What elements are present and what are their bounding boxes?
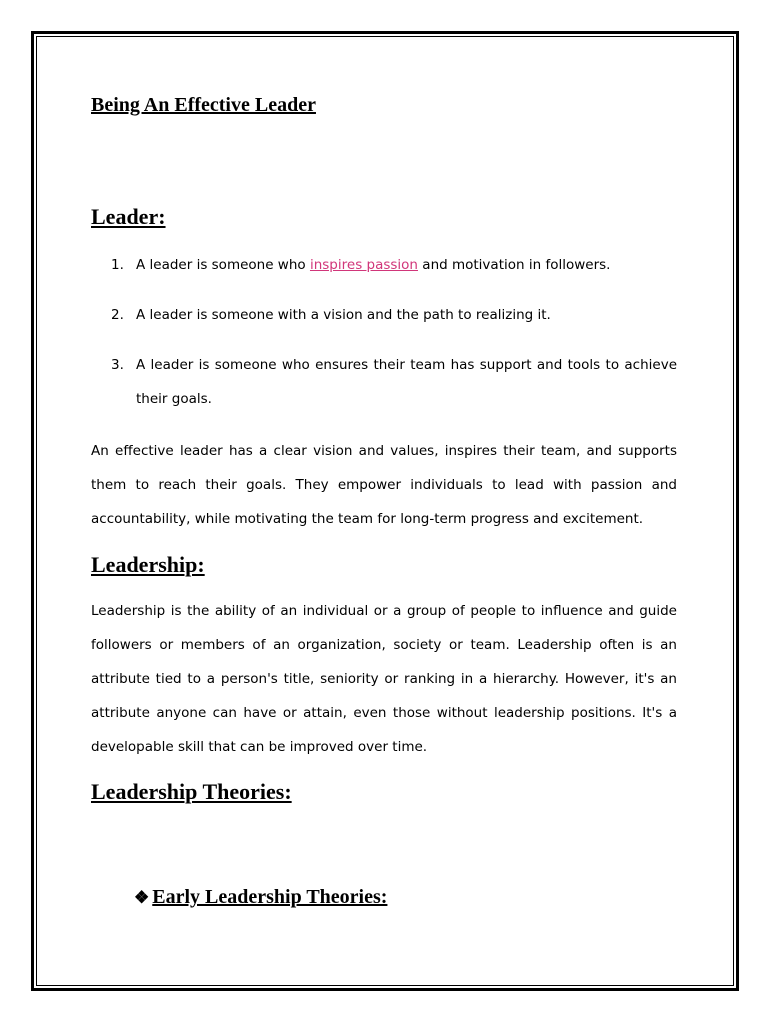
list-number: 3. <box>111 357 124 373</box>
list-item-text: and motivation in followers. <box>418 257 611 273</box>
inspires-passion-link[interactable]: inspires passion <box>309 257 418 273</box>
early-leadership-theories-heading <box>134 886 387 909</box>
list-number: 2. <box>111 307 124 323</box>
leadership-paragraph: Leadership is the ability of an individual or a group of people to influence and guide followers or members of an organization, society or team. Leadership often is an attribute tied to a person's title, seniority or ranking in a hierarchy. However, it's an attribute anyone can have or attain, even those without leadership positions. It's a developable skill that can be improved over time. <box>91 603 677 755</box>
leadership-theories-heading: Leadership Theories: <box>91 779 292 804</box>
leader-paragraph: An effective leader has a clear vision and values, inspires their team, and supports them to reach their goals. They empower individuals to lead with passion and accountability, while motivating the team for long-term progress and excitement. <box>91 443 677 527</box>
list-number: 1. <box>111 257 124 273</box>
subheading-text: Early Leadership Theories: <box>152 886 388 908</box>
leadership-heading: Leadership: <box>91 552 205 577</box>
list-item-text: A leader is someone who <box>136 257 310 273</box>
diamond-bullet-icon: ❖ <box>134 888 150 907</box>
list-item <box>91 248 677 282</box>
list-item-text: A leader is someone who ensures their team has support and tools to achieve their goals. <box>136 357 677 407</box>
leader-heading: Leader: <box>91 204 166 229</box>
list-item <box>91 298 677 332</box>
leader-definition-list <box>91 248 677 416</box>
list-item <box>91 348 677 416</box>
list-item-text: A leader is someone with a vision and the path to realizing it. <box>136 307 551 323</box>
document-title: Being An Effective Leader <box>91 94 316 116</box>
